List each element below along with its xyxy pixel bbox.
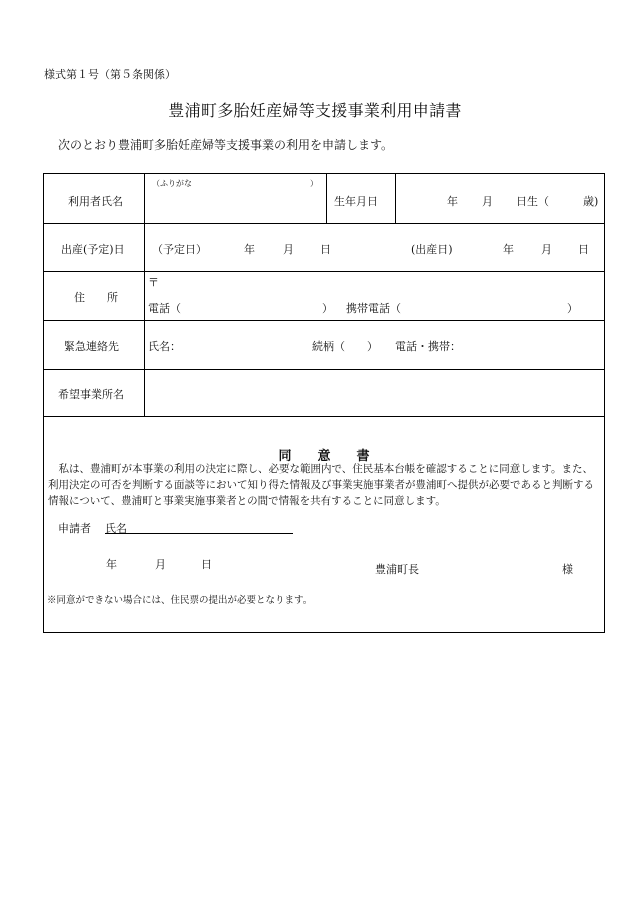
- emergency-label: 緊急連絡先: [64, 340, 119, 353]
- birth-date-row: [44, 224, 604, 272]
- mobile-label: 携帯電話（: [346, 302, 401, 315]
- emergency-phone-label: 電話・携帯：: [395, 340, 461, 353]
- form-number: 様式第１号（第５条関係）: [44, 68, 176, 81]
- phone-label: 電話（: [148, 302, 181, 315]
- dob-month: 月: [482, 195, 493, 208]
- actual-month: 月: [541, 243, 552, 256]
- dob-age: 歳): [583, 195, 599, 208]
- addressee: 豊浦町長: [375, 563, 419, 576]
- dob-day-born: 日生（: [516, 195, 549, 208]
- mobile-close: ）: [567, 302, 578, 315]
- planned-year: 年: [244, 243, 255, 256]
- birth-date-label: 出産(予定)日: [61, 243, 125, 256]
- dob-label: 生年月日: [334, 195, 378, 208]
- consent-note: ※同意ができない場合には、住民票の提出が必要となります。: [47, 595, 313, 606]
- consent-month: 月: [155, 558, 166, 571]
- desired-office-label: 希望事業所名: [58, 388, 124, 401]
- consent-body: 私は、豊浦町が本事業の利用の決定に際し、必要な範囲内で、住民基本台帳を確認することに同意します。また、利用決定の可否を判断する面談等において知り得た情報及び事業実施事業者が豊浦町へ提供が必要であると判断する情報について、豊浦町と事業実施事業者との間で情報を共有することに同意します。: [48, 463, 594, 507]
- signature-line[interactable]: [105, 532, 293, 534]
- addressee-honorific: 様: [562, 563, 573, 576]
- consent-title: 同 意 書: [278, 449, 370, 464]
- furigana-close: ）: [310, 179, 318, 188]
- application-form-table: [43, 173, 605, 633]
- applicant-name-field[interactable]: [148, 190, 320, 218]
- planned-month: 月: [283, 243, 294, 256]
- emergency-contact-row: [44, 321, 604, 370]
- address-row: [44, 272, 604, 321]
- consent-year: 年: [106, 558, 117, 571]
- address-label: 住 所: [74, 291, 118, 304]
- actual-day: 日: [578, 243, 589, 256]
- intro-text: 次のとおり豊浦町多胎妊産婦等支援事業の利用を申請します。: [58, 138, 394, 152]
- actual-year: 年: [503, 243, 514, 256]
- relation-label: 続柄（ ）: [312, 340, 378, 353]
- furigana-label: （ふりがな: [152, 179, 192, 188]
- phone-close: ）: [322, 302, 333, 315]
- actual-date-label: (出産日): [411, 243, 453, 256]
- emergency-name-label: 氏名：: [148, 340, 181, 353]
- desired-office-row: [44, 370, 604, 417]
- applicant-row: [44, 174, 604, 224]
- dob-year: 年: [447, 195, 458, 208]
- planned-day: 日: [320, 243, 331, 256]
- postal-mark: 〒: [148, 276, 159, 289]
- document-title: 豊浦町多胎妊産婦等支援事業利用申請書: [168, 101, 462, 120]
- desired-office-field[interactable]: [148, 376, 598, 410]
- signature-name-label: 氏名: [105, 522, 127, 535]
- consent-day: 日: [201, 558, 212, 571]
- applicant-signature-label: 申請者: [58, 522, 91, 535]
- applicant-name-label: 利用者氏名: [68, 195, 123, 208]
- planned-date-label: （予定日）: [152, 243, 207, 256]
